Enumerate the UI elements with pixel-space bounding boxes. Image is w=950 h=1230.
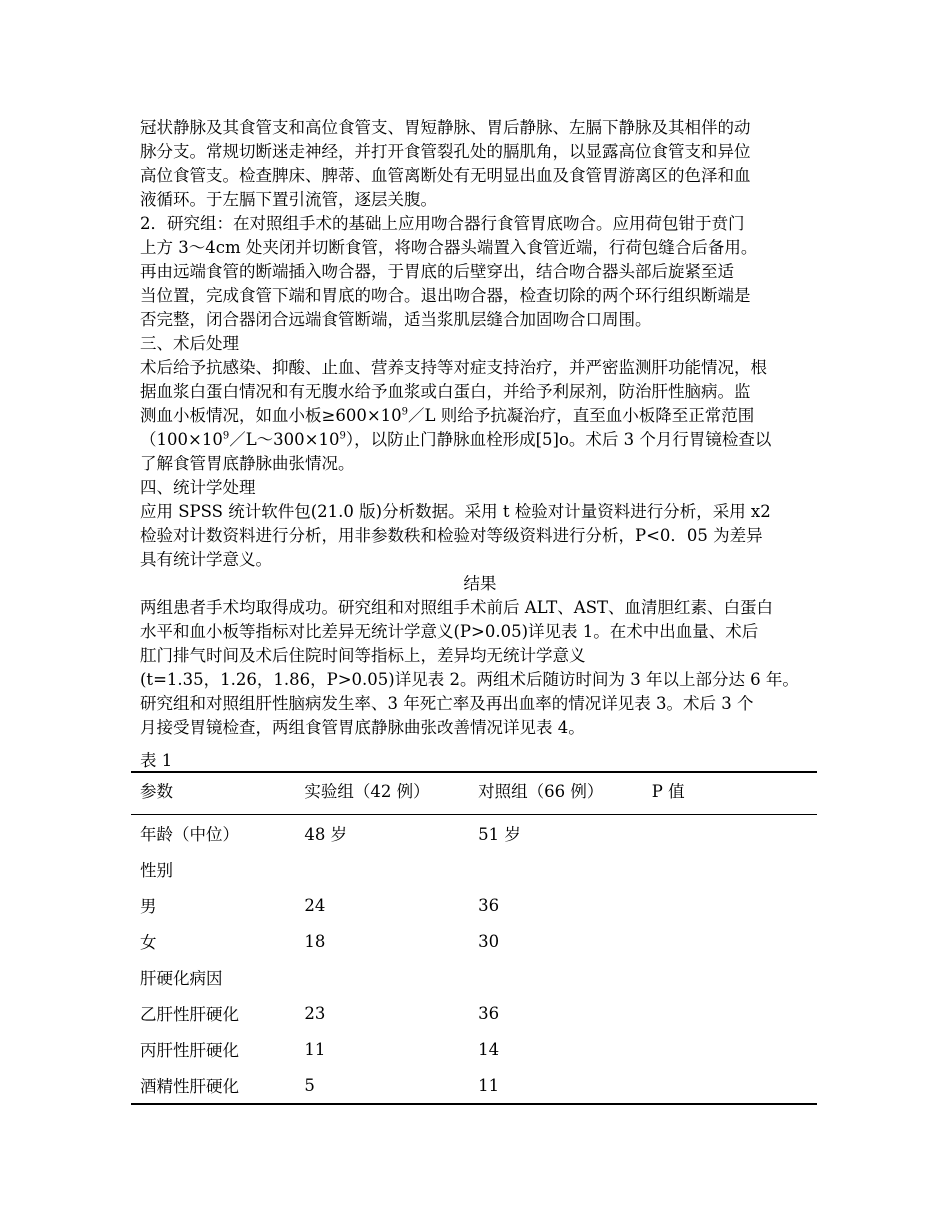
table-cell: 30 [478,931,500,951]
table-cell: 14 [478,1039,500,1059]
table-cell: 性别 [140,861,173,880]
text-line [140,404,820,428]
text-fragment: ／L 则给予抗凝治疗，直至血小板降至正常范围 [408,406,755,425]
table-row [131,851,817,887]
text-line: 上方 3～4cm 处夹闭并切断食管，将吻合器头端置入食管近端，行荷包缝合后备用。 [140,238,758,257]
table-row [131,995,817,1031]
table-header-cell: 对照组（66 例） [478,782,604,801]
text-line: 应用 SPSS 统计软件包(21.0 版)分析数据。采用 t 检验对计量资料进行分析，采用 x2 [140,502,771,521]
table-row [131,815,817,852]
text-line: 再由远端食管的断端插入吻合器，于胃底的后壁穿出，结合吻合器头部后旋紧至适 [140,262,734,281]
text-fragment: ），以防止门静脉血栓形成[5]o。术后 3 个月行胃镜检查以 [345,430,772,449]
table-header-row [131,772,817,815]
text-line: 检验对计数资料进行分析，用非参数秩和检验对等级资料进行分析，P<0．05 为差异 [140,526,763,545]
table-cell: 酒精性肝硬化 [140,1077,239,1096]
text-line: 据血浆白蛋白情况和有无腹水给予血浆或白蛋白，并给予利尿剂，防治肝性脑病。监 [140,382,751,401]
table-row [131,959,817,995]
table-caption: 表 1 [140,751,173,770]
text-fragment: （100×10 [140,430,223,449]
table-header-cell: 参数 [140,782,173,801]
section-heading: 三、术后处理 [140,334,239,353]
text-line: 液循环。于左膈下置引流管，逐层关腹。 [140,190,437,209]
table-cell: 23 [304,1003,326,1023]
text-line: 2．研究组：在对照组手术的基础上应用吻合器行食管胃底吻合。应用荷包钳于贲门 [140,214,745,233]
table-cell [469,959,643,995]
table-row [131,923,817,959]
table-cell: 11 [304,1039,326,1059]
table-cell [643,995,817,1031]
section-heading: 四、统计学处理 [140,478,256,497]
table-cell: 女 [140,933,157,952]
text-fragment: 测血小板情况，如血小板≥600×10 [140,406,402,425]
text-line [140,428,820,452]
text-line: 两组患者手术均取得成功。研究组和对照组手术前后 ALT、AST、血清胆红素、白蛋白 [140,598,774,617]
text-line: 水平和血小板等指标对比差异无统计学意义(P>0.05)详见表 1。在术中出血量、术后 [140,622,759,641]
text-line: 当位置，完成食管下端和胃底的吻合。退出吻合器，检查切除的两个环行组织断端是 [140,286,751,305]
table-cell: 36 [478,895,500,915]
table-cell: 5 [304,1075,315,1095]
superscript: 9 [222,430,230,442]
results-heading: 结果 [463,574,497,593]
text-line: 了解食管胃底静脉曲张情况。 [140,454,355,473]
table-cell: 51 岁 [478,825,521,844]
table-cell: 48 岁 [304,825,348,844]
table-cell [643,887,817,923]
table-cell: 36 [478,1003,500,1023]
table-cell [295,851,469,887]
text-line: 冠状静脉及其食管支和高位食管支、胃短静脉、胃后静脉、左膈下静脉及其相伴的动 [140,118,751,137]
table-cell: 丙肝性肝硬化 [140,1041,239,1060]
table-cell: 11 [478,1075,500,1095]
table-header-cell: P 值 [651,782,685,801]
text-line: 术后给予抗感染、抑酸、止血、营养支持等对症支持治疗，并严密监测肝功能情况，根 [140,358,767,377]
table-row [131,887,817,923]
table-cell [643,815,817,852]
methods-section [140,116,820,740]
text-line: 月接受胃镜检查，两组食管胃底静脉曲张改善情况详见表 4。 [140,718,585,737]
text-line: 高位食管支。检查脾床、脾蒂、血管离断处有无明显出血及食管胃游离区的色泽和血 [140,166,751,185]
text-line: 具有统计学意义。 [140,550,272,569]
table-cell: 24 [304,895,326,915]
text-line: 脉分支。常规切断迷走神经，并打开食管裂孔处的膈肌角，以显露高位食管支和异位 [140,142,751,161]
table-cell [295,959,469,995]
table-cell [469,851,643,887]
table-cell [643,1067,817,1104]
table-cell [643,1031,817,1067]
text-line: (t=1.35，1.26，1.86，P>0.05)详见表 2。两组术后随访时间为 3 年以上部分达 6 年。 [140,670,799,689]
table-cell: 年龄（中位） [140,825,239,844]
text-fragment: ／L～300×10 [229,430,340,449]
text-line: 肛门排气时间及术后住院时间等指标上，差异均无统计学意义 [140,646,586,665]
table-row [131,1067,817,1104]
table-cell [643,923,817,959]
table-header-cell: 实验组（42 例） [304,782,430,801]
table-row [131,1031,817,1067]
table-cell: 肝硬化病因 [140,969,223,988]
table-cell [643,851,817,887]
table-cell: 男 [140,897,157,916]
table-cell [643,959,817,995]
text-line: 否完整，闭合器闭合远端食管断端，适当浆肌层缝合加固吻合口周围。 [140,310,652,329]
superscript: 9 [339,430,346,442]
superscript: 9 [401,406,409,418]
data-table [131,771,817,1105]
table-cell: 乙肝性肝硬化 [140,1005,239,1024]
text-line: 研究组和对照组肝性脑病发生率、3 年死亡率及再出血率的情况详见表 3。术后 3 个 [140,694,754,713]
table-cell: 18 [304,931,326,951]
